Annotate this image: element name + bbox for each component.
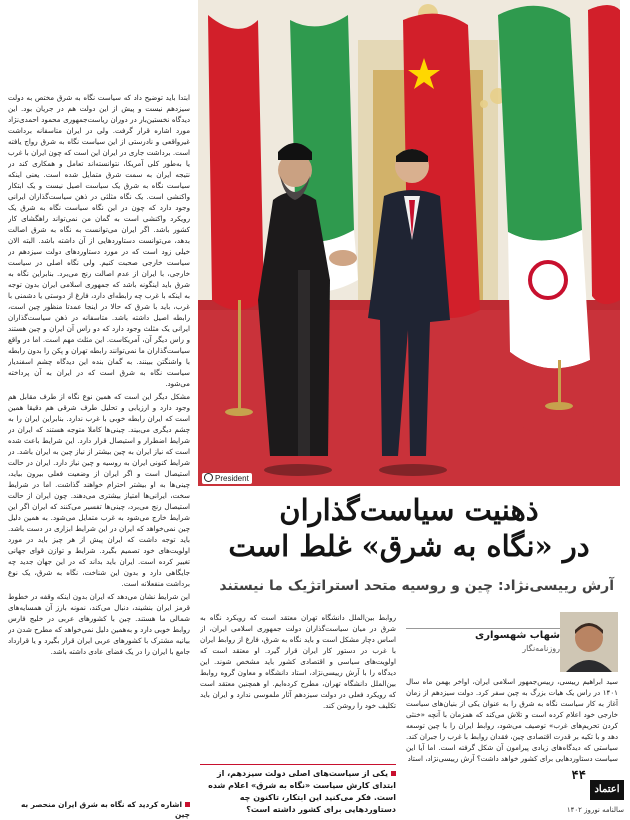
camera-icon <box>204 473 213 482</box>
headline-line-1: ذهنیت سیاست‌گذاران <box>279 493 539 527</box>
byline <box>406 612 560 672</box>
page-number: ۴۴ <box>571 768 586 782</box>
paragraph: ابتدا باید توضیح داد که سیاست نگاه به شرق مختص به دولت سیزدهم نیست و پیش از این دولت هم در جریان بود. این دیدگاه نخستین‌بار در دوران ریاست‌جمهوری محمود احمدی‌نژاد مورد اشاره قرار گرفت. ولی در ایران متاسفانه برداشت غیرواقعی و نادرستی از این سیاست نگاه به شرق رواج یافته است. برداشت جاری در ایران این است که چون ایران با غرب یا به‌طور کلی آمریکا، نتوانسته‌اند تعامل و همکاری کند در نتیجه ایران به سمت شرق متمایل شده است. یعنی اینکه سیاست نگاه به شرق یک سیاست اصیل نیست و یک ابتکار واکنشی است. یک نگاه مثلثی در ذهن سیاست‌گذاران ایرانی وجود دارد که چون در این نگاه سیاست نگاه به شرق یک رویکرد واکنشی است به گمان من نمی‌تواند راهگشای کار کشور باشد. اگر ایران می‌توانست به نگاه به شرق اصالت بدهد، می‌توانست دستاوردهایی از آن داشته باشد. البته الان خیلی زود است که در مورد دستاوردهای دولت سیزدهم در سیاست خارجی صحبت کنیم. ولی نگاه اصلی در سیاست خارجی، با ایران از عدم اصالت رنج می‌برد. بنابراین نگاه به شرق باید اینگونه باشد که جمهوری اسلامی ایران بدون توجه به اینکه با غرب چه رابطه‌ای دارد، فارغ از دوستی یا دشمنی با غرب، باید با شرق که حالا در اینجا عمدتا منظور چین است، رابطه اصیل داشته باشد. متاسفانه در ذهن سیاست‌گذاران ایرانی یک مثلث وجود دارد که دو راس آن ایران و چین هستند و راس دیگر آن، آمریکاست. این مثلث مهم است. اما در واقع سیاست‌گذاران ما نمی‌توانند رابطه تهران و پکن را بدون رابطه با واشنگتن ببینند. به گمان بنده این دیدگاه چشم اسفندیار سیاست نگاه به شرق است که در ایران به آن پرداخته می‌شود. <box>8 93 190 388</box>
author-role: روزنامه‌نگار <box>522 644 560 653</box>
publication-logo: اعتماد <box>590 780 624 800</box>
bullet-square-icon <box>185 802 190 807</box>
cover-photo <box>198 0 620 486</box>
subtitle-text: چین و روسیه متحد استراتژیک ما نیستند <box>219 578 494 594</box>
author-name: شهاب شهسواری <box>475 630 560 641</box>
photo-credit: President <box>202 473 252 484</box>
issue-label: سالنامه نوروز ۱۴۰۲ <box>566 806 624 814</box>
intro-paragraph: سید ابراهیم رییسی، رییس‌جمهور اسلامی ایران، اواخر بهمن ماه سال ۱۴۰۱ در راس یک هیات بزرگ به چین سفر کرد. دولت سیزدهم از زمان آغاز به کار سیاست نگاه به شرق را به عنوان یکی از بنیان‌های سیاست خارجی خود اعلام کرده است و تلاش می‌کند که همزمان با آنچه «خنثی کردن تحریم‌های غرب» توصیف می‌شود، روابط ایران را با چین توسعه دهد و با تکیه بر قدرت اقتصادی چین، فقدان روابط با غرب را جبران کند. سیاستی که دیدگاه‌های زیادی پیرامون آن شکل گرفته است. اما آیا این سیاست دستاوردهایی برای کشور خواهد داشت؟ آرش رییسی‌نژاد، استاد <box>406 677 618 763</box>
question-left: اشاره کردید که نگاه به شرق ایران منحصر به چین <box>20 800 190 819</box>
portrait-illustration <box>560 612 618 672</box>
interview-question: یکی از سیاست‌های اصلی دولت سیزدهم، از ابتدای کارش سیاست «نگاه به شرق» اعلام شده است. فکر می‌کنید این ابتکار، تاکنون چه دستاوردهایی برای کشور داشته است؟ <box>200 764 396 820</box>
paragraph: این شرایط نشان می‌دهد که ایران بدون اینکه وقفه در خطوط قرمز ایران بنشیند، دنبال می‌کند، نمونه بارز آن همسایه‌های شمالی ما هستند. چین با کشورهای عربی در خلیج فارس روابط خوبی دارد و به‌همین دلیل نمی‌خواهد که مطرح شدن در بیانیه مشترک با کشورهای عربی ایران قرار بگیرد و یا قرارداد جامع با ایران را در یک فضای عادی داشته باشد. <box>8 592 190 656</box>
headline <box>200 492 618 564</box>
photo-illustration <box>198 0 620 486</box>
paragraph: مشکل دیگر این است که همین نوع نگاه از طرف مقابل هم وجود دارد و ارزیابی و تحلیل طرف شرقی هم دقیقا همین است که ایران رابطه خوبی با غرب ندارد. بنابراین ایران را به چشم دیگری می‌بیند. چینی‌ها کاملا متوجه هستند که ایران در شرایط اضطرار و استیصال قرار دارد. این شرایط باعث شده است که نیاز ایران به چین بیشتر از نیاز چین به ایران باشد. در شرایط کنونی ایران به روسیه و چین نیاز دارد. ایران در حالت استیصال است و اگر ایران از وضعیت فعلی بیرون بیاید، چینی‌ها به او بیشتر احترام خواهند گذاشت. اما در شرایط سخت، ایرانی‌ها امتیاز بیشتری می‌دهند. چون ایران از حالت استیصال رنج می‌برد، چینی‌ها تفسیر می‌کنند که ایران اگر این شرایط خارج می‌شود به غرب متمایل می‌شود. به همین دلیل چین نمی‌خواهد که ایران در این شرایط ابزاری در دست باشد. باید توجه داشت که ایران پیش از هر چیز باید در مورد اولویت‌های خود تصمیم بگیرد. شرایط و توازن قوای جهانی تغییر کرده است. ایران باید بداند که در این جهان جدید چه جایگاهی دارد و بدون این شناخت، نگاه به شرق، یک نوع برداشت منفعلانه است. <box>8 392 190 588</box>
subtitle-prefix: آرش رییسی‌نژاد: <box>497 578 614 594</box>
headline-line-2: در «نگاه به شرق» غلط است <box>228 529 590 563</box>
byline-divider <box>406 628 560 629</box>
subtitle <box>214 576 614 596</box>
body-column-right <box>406 676 618 794</box>
author-portrait <box>560 612 618 672</box>
bullet-square-icon <box>391 771 396 776</box>
body-column-middle: روابط بین‌الملل دانشگاه تهران معتقد است که رویکرد نگاه به شرق در میان سیاست‌گذاران دولت جمهوری اسلامی ایران، از اساس دچار مشکل است و باید نگاه به شرق، فارغ از روابط ایران با غرب در دستور کار ایران قرار گیرد. او معتقد است که اولویت‌های سیاسی و اقتصادی کشور باید مشخص شوند. این دیدگاه را با آرش رییسی‌نژاد، استاد دانشگاه و معاون گروه روابط بین‌الملل دانشگاه تهران، مطرح کرده‌ایم. او همچنین معتقد است که رویکرد فعلی در دولت سیزدهم آثار ملموسی ندارد و ایران باید تکلیف خود را روشن کند. <box>200 613 396 710</box>
body-column-left <box>8 92 190 798</box>
